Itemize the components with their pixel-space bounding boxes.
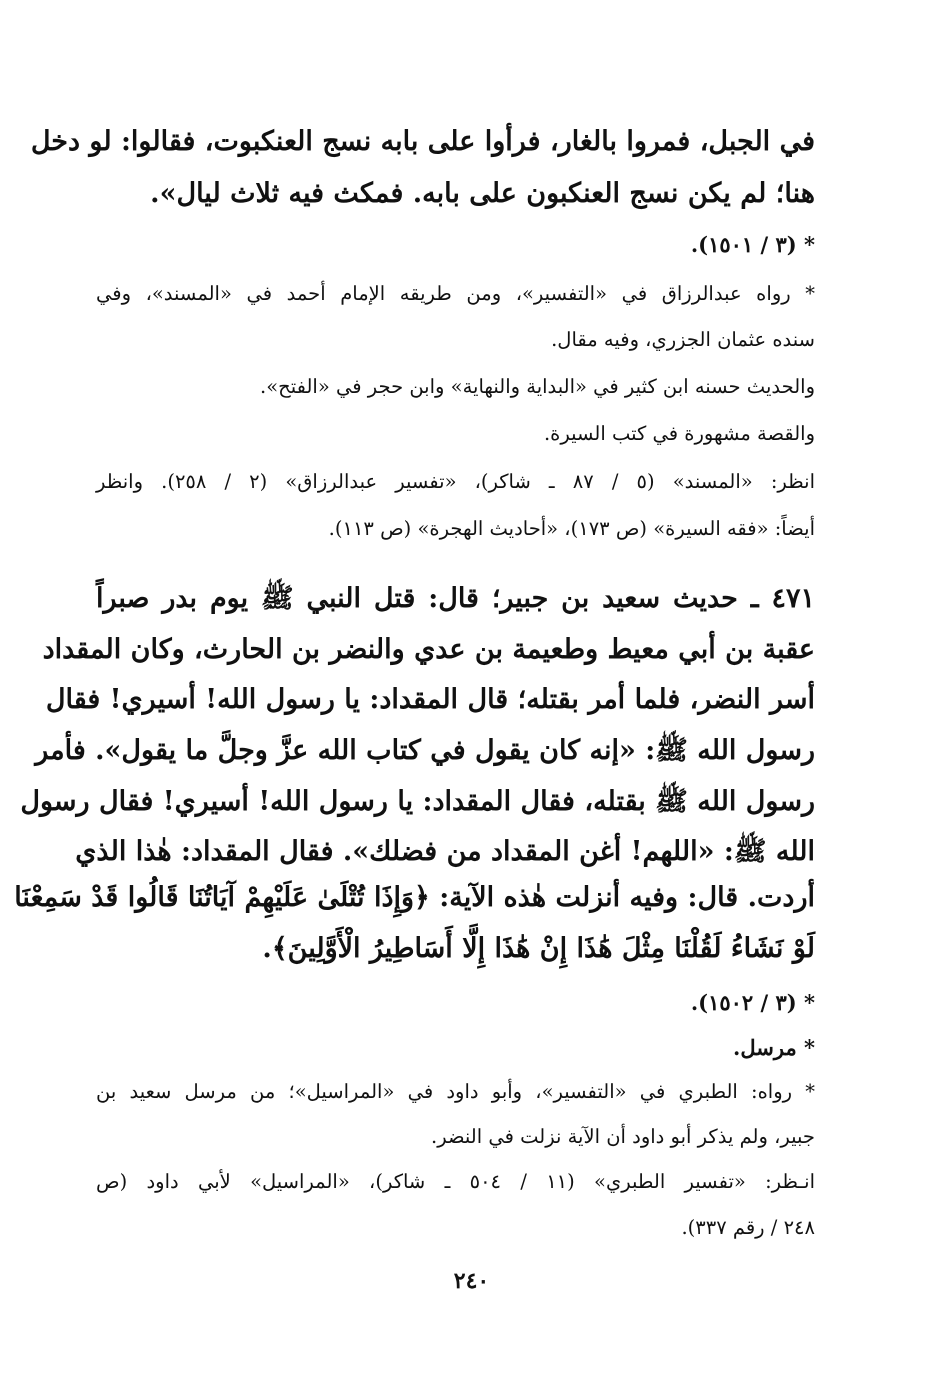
footnote-line: ٢٤٨ / رقم ٣٣٧). xyxy=(681,1216,815,1239)
quran-verse-line: لَوْ نَشَاءُ لَقُلْنَا مِثْلَ هَٰذَا إِنْ هَٰذَا إِلَّا أَسَاطِيرُ الْأَوَّلِينَ﴾. xyxy=(262,933,815,964)
citation-ref: * (٣ / ١٥٠٢). xyxy=(690,990,815,1015)
main-text-line: هنا؛ لم يكن نسج العنكبون على بابه. فمكث فيه ثلاث ليال». xyxy=(150,178,815,209)
footnote-line: * رواه عبدالرزاق في «التفسير»، ومن طريقه الإمام أحمد في «المسند»، وفي xyxy=(96,282,815,305)
main-text-line: أردت. قال: وفيه أنزلت هٰذه الآية: ﴿وَإِذَا تُتْلَىٰ عَلَيْهِمْ آيَاتُنَا قَالُوا قَدْ سَمِعْنَا xyxy=(14,882,815,913)
grading-note: * مرسل. xyxy=(733,1035,815,1060)
footnote-line: جبير، ولم يذكر أبو داود أن الآية نزلت في النضر. xyxy=(431,1125,815,1148)
footnote-line: * رواه: الطبري في «التفسير»، وأبو داود في «المراسيل»؛ من مرسل سعيد بن xyxy=(96,1080,815,1103)
main-text-line: في الجبل، فمروا بالغار، فرأوا على بابه نسج العنكبوت، فقالوا: لو دخل xyxy=(30,126,815,157)
footnote-line: والحديث حسنه ابن كثير في «البداية والنهاية» وابن حجر في «الفتح». xyxy=(260,375,815,398)
footnote-line: أيضاً: «فقه السيرة» (ص ١٧٣)، «أحاديث الهجرة» (ص ١١٣). xyxy=(328,517,815,540)
main-text-line: رسول الله ﷺ: «إنه كان يقول في كتاب الله عزَّ وجلَّ ما يقول». فأمر xyxy=(35,735,815,766)
footnote-line: والقصة مشهورة في كتب السيرة. xyxy=(543,422,815,445)
footnote-line: انـظر: «تفسير الطبري» (١١ / ٥٠٤ ـ شاكر)، «المراسيل» لأبي داود (ص xyxy=(96,1170,815,1193)
page-number: ٢٤٠ xyxy=(453,1268,490,1294)
main-text-line: أسر النضر، فلما أمر بقتله؛ قال المقداد: يا رسول الله! أسيري! فقال xyxy=(45,684,815,715)
footnote-line: انظر: «المسند» (٥ / ٨٧ ـ شاكر)، «تفسير عبدالرزاق» (٢ / ٢٥٨). وانظر xyxy=(96,470,816,493)
citation-ref: * (٣ / ١٥٠١). xyxy=(690,232,815,257)
hadith-heading-line: ٤٧١ ـ حديث سعيد بن جبير؛ قال: قتل النبي ﷺ يوم بدر صبراً xyxy=(96,583,815,614)
main-text-line: رسول الله ﷺ بقتله، فقال المقداد: يا رسول الله! أسيري! فقال رسول xyxy=(20,786,815,817)
main-text-line: الله ﷺ: «اللهم! أغن المقداد من فضلك». فقال المقداد: هٰذا الذي xyxy=(75,836,815,867)
footnote-line: سنده عثمان الجزري، وفيه مقال. xyxy=(551,328,815,351)
main-text-line: عقبة بن أبي معيط وطعيمة بن عدي والنضر بن الحارث، وكان المقداد xyxy=(42,634,815,665)
